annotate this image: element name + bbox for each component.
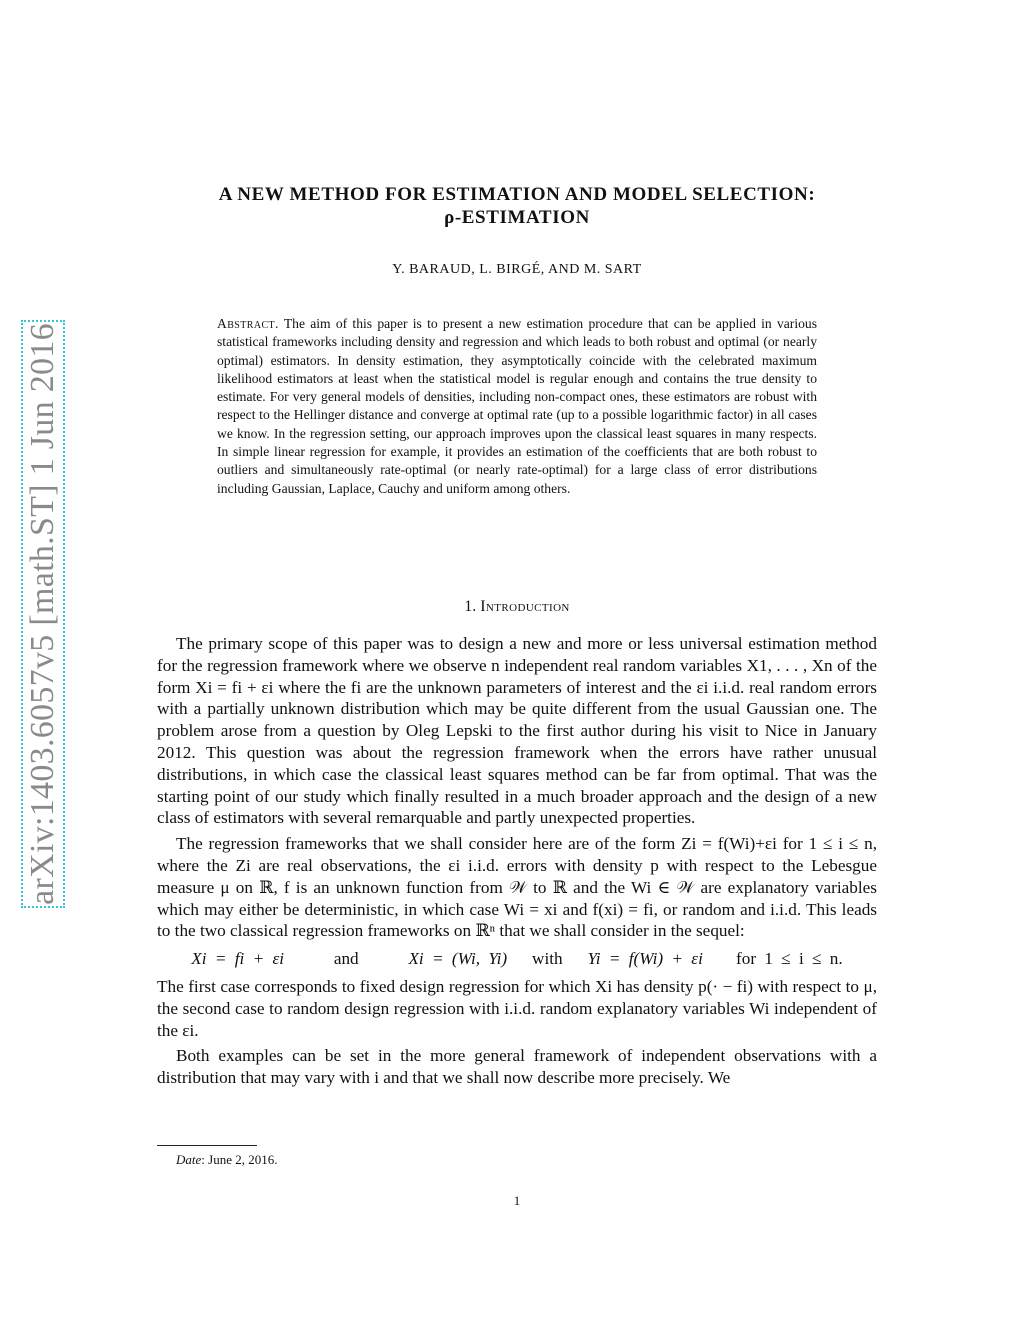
section-title: Introduction [480,598,570,615]
section-heading [150,598,884,616]
title-line-1: A NEW METHOD FOR ESTIMATION AND MODEL SELECTION: [218,184,816,205]
paragraph-2: The regression frameworks that we shall consider here are of the form Zi = f(Wi)+εi for 1 ≤ i ≤ n, where the Zi are real observations, the εi i.i.d. errors with density p with respect to the Lebesgue measure μ on ℝ, f is an unknown function from 𝒲 to ℝ and the Wi ∈ 𝒲 are explanatory variables which may either be deterministic, in which case Wi = xi and f(xi) = fi, or random and i.i.d. This leads to the two classical regression frameworks on ℝⁿ that we shall consider in the sequel: [157,834,877,941]
abstract-text: The aim of this paper is to present a new estimation procedure that can be applied in various statistical frameworks including density and regression and which leads to both robust and optimal (or nearly optimal) estimators. In density estimation, they asymptotically coincide with the celebrated maximum likelihood estimators at least when the statistical model is regular enough and contains the true density to estimate. For very general models of densities, including non-compact ones, these estimators are robust with respect to the Hellinger distance and converge at optimal rate (up to a possible logarithmic factor) in all cases we know. In the regression setting, our approach improves upon the classical least squares in many respects. In simple linear regression for example, it provides an estimation of the coefficients that are both robust to outliers and simultaneously rate-optimal (or nearly rate-optimal) for a large class of error distributions including Gaussian, Laplace, Cauchy and uniform among others. [217,316,817,496]
equation-and: and [333,949,359,969]
paragraph-3: The first case corresponds to fixed design regression for which Xi has density p(· − fi) with respect to μ, the second case to random design regression with i.i.d. random explanatory variables Wi independent of the εi. [157,976,877,1040]
equation-middle: Xi = (Wi, Yi) [408,949,508,969]
equation-with: with [532,949,563,969]
footnote-text: : June 2, 2016. [201,1152,278,1167]
paragraph-1: The primary scope of this paper was to design a new and more or less universal estimation method for the regression framework where we observe n independent real random variables X1, . . . , Xn of the form Xi = fi + εi where the fi are the unknown parameters of interest and the εi i.i.d. real random errors with a partially unknown distribution which may be quite different from the usual Gaussian one. The problem arose from a question by Oleg Lepski to the first author during his visit to Nice in January 2012. This question was about the regression framework when the errors have rather unusual distributions, in which case the classical least squares method can be far from optimal. That was the starting point of our study which finally resulted in a much broader approach and the design of a new class of estimators with several remarquable and partly unexpected properties. [157,634,877,828]
equation-left: Xi = fi + εi [191,949,285,969]
arxiv-identifier: arXiv:1403.6057v5 [math.ST] 1 Jun 2016 [24,323,62,905]
footnote [176,1152,277,1168]
equation-right: Yi = f(Wi) + εi [587,949,703,969]
display-equation [157,948,877,970]
footnote-rule [157,1145,257,1146]
equation-condition: for 1 ≤ i ≤ n. [736,949,843,969]
authors: Y. BARAUD, L. BIRGÉ, AND M. SART [392,262,642,277]
paragraph-4: Both examples can be set in the more general framework of independent observations with a distribution that may vary with i and that we shall now describe more precisely. We [157,1046,877,1088]
abstract [217,315,817,498]
section-number: 1. [464,598,477,615]
body-text [157,633,877,1093]
arxiv-sidebar-stamp [21,320,65,908]
paper-title [150,183,884,229]
title-line-2: ρ-ESTIMATION [444,207,590,228]
footnote-label: Date [176,1152,202,1167]
page-number: 1 [513,1193,521,1208]
abstract-label: Abstract. [217,316,279,331]
